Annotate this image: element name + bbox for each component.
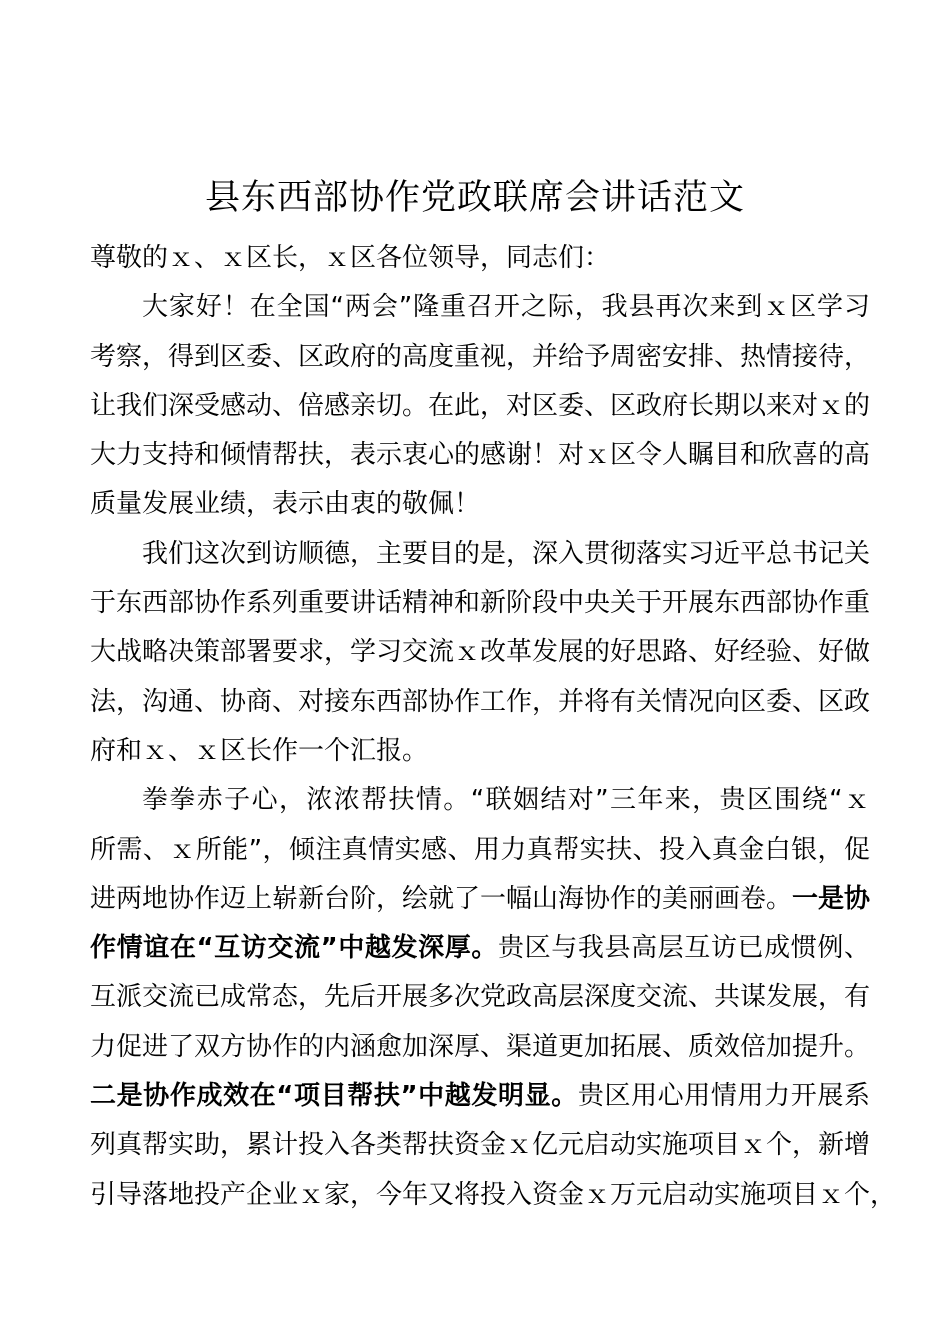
paragraph-line: 我们这次到访顺德，主要目的是，深入贯彻落实习近平总书记关 <box>142 538 871 569</box>
paragraph-line: 力促进了双方协作的内涵愈加深厚、渠道更加拓展、质效倍加提升。 <box>90 1031 871 1062</box>
normal-text: 贵区用心用情用力开展系 <box>577 1081 870 1112</box>
paragraph-line: 考察，得到区委、区政府的高度重视，并给予周密安排、热情接待， <box>90 341 871 372</box>
document-title: 县东西部协作党政联席会讲话范文 <box>204 178 745 218</box>
greeting-line: 尊敬的ｘ、ｘ区长，ｘ区各位领导，同志们： <box>90 243 611 273</box>
paragraph-line: 大家好！在全国“两会”隆重召开之际，我县再次来到ｘ区学习 <box>142 292 870 323</box>
paragraph-line: 让我们深受感动、倍感亲切。在此，对区委、区政府长期以来对ｘ的 <box>90 390 871 421</box>
normal-text: 贵区与我县高层互访已成惯例、 <box>498 933 870 964</box>
bold-heading-text: 二是协作成效在“项目帮扶”中越发明显。 <box>90 1081 578 1112</box>
paragraph-line: 互派交流已成常态，先后开展多次党政高层深度交流、共谋发展，有 <box>90 982 871 1013</box>
paragraph-line: 质量发展业绩，表示由衷的敬佩！ <box>90 489 481 520</box>
bold-heading-text: 一是协 <box>792 883 871 914</box>
paragraph-line: 大力支持和倾情帮扶，表示衷心的感谢！对ｘ区令人瞩目和欣喜的高 <box>90 440 871 471</box>
paragraph-line <box>90 924 870 973</box>
paragraph-line <box>90 875 870 924</box>
normal-text: 进两地协作迈上崭新台阶，绘就了一幅山海协作的美丽画卷。 <box>90 883 793 914</box>
paragraph-line: 引导落地投产企业ｘ家，今年又将投入资金ｘ万元启动实施项目ｘ个， <box>90 1179 897 1210</box>
paragraph-line: 拳拳赤子心，浓浓帮扶情。“联姻结对”三年来，贵区围绕“ｘ <box>142 785 870 816</box>
paragraph-line: 府和ｘ、ｘ区长作一个汇报。 <box>90 735 429 766</box>
paragraph-line: 列真帮实助，累计投入各类帮扶资金ｘ亿元启动实施项目ｘ个，新增 <box>90 1130 871 1161</box>
paragraph-line: 于东西部协作系列重要讲话精神和新阶段中央关于开展东西部协作重 <box>90 588 871 619</box>
bold-heading-text: 作情谊在“互访交流”中越发深厚。 <box>90 933 498 964</box>
paragraph-line: 大战略决策部署要求，学习交流ｘ改革发展的好思路、好经验、好做 <box>90 637 871 668</box>
document-body <box>90 234 897 1220</box>
paragraph-line <box>90 1072 870 1121</box>
paragraph-line: 所需、ｘ所能”，倾注真情实感、用力真帮实扶、投入真金白银，促 <box>90 834 870 865</box>
paragraph-line: 法，沟通、协商、对接东西部协作工作，并将有关情况向区委、区政 <box>90 686 871 717</box>
